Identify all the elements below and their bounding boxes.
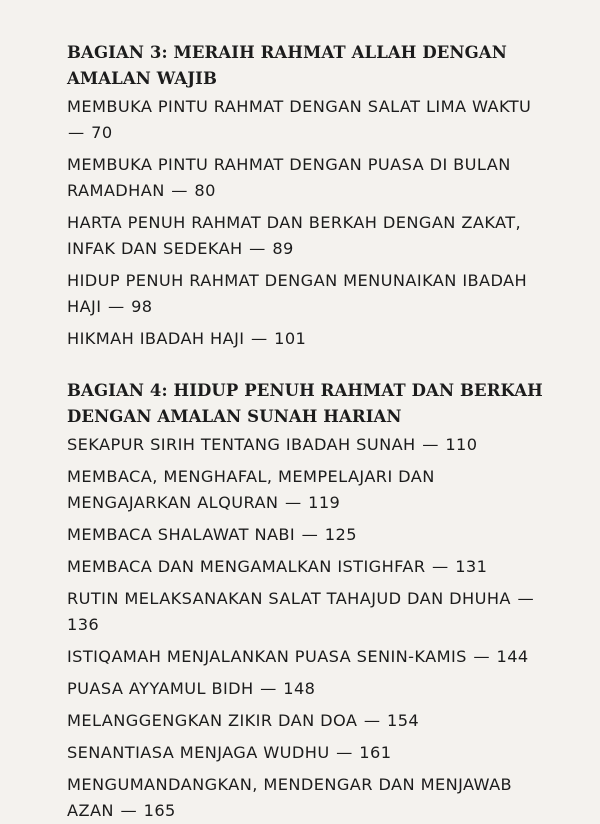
- toc-separator: —: [473, 647, 490, 666]
- toc-separator: —: [336, 743, 353, 762]
- toc-entry-title: MEMBUKA PINTU RAHMAT DENGAN PUASA DI BULAN RAMADHAN: [67, 155, 511, 200]
- toc-entry: [67, 94, 547, 146]
- toc-entry-title: MEMBACA SHALAWAT NABI: [67, 525, 296, 544]
- toc-page-number: 148: [283, 679, 316, 698]
- toc-page-number: 80: [194, 181, 216, 200]
- toc-page-number: 154: [387, 711, 420, 730]
- section-title: BAGIAN 4: HIDUP PENUH RAHMAT DAN BERKAH DENGAN AMALAN SUNAH HARIAN: [67, 381, 543, 426]
- toc-page-number: 144: [496, 647, 529, 666]
- toc-page-number: 131: [455, 557, 488, 576]
- toc-entry: [67, 772, 547, 824]
- toc-entry-title: MEMBUKA PINTU RAHMAT DENGAN SALAT LIMA WAKTU: [67, 97, 532, 116]
- toc-entry: [67, 210, 547, 262]
- toc-entry: [67, 432, 547, 458]
- toc-entry-title: SEKAPUR SIRIH TENTANG IBADAH SUNAH: [67, 435, 416, 454]
- toc-page-number: 165: [143, 801, 176, 820]
- toc-entry: [67, 708, 547, 734]
- toc-separator: —: [249, 239, 266, 258]
- toc-page-number: 98: [131, 297, 153, 316]
- toc-page-number: 101: [274, 329, 307, 348]
- toc-page-number: 70: [91, 123, 113, 142]
- toc-entry-title: MENGUMANDANGKAN, MENDENGAR DAN MENJAWAB AZAN: [67, 775, 513, 820]
- toc-entry: [67, 586, 547, 638]
- toc-entry-title: MEMBACA DAN MENGAMALKAN ISTIGHFAR: [67, 557, 426, 576]
- toc-entry-title: MEMBACA, MENGHAFAL, MEMPELAJARI DAN MENGAJARKAN ALQURAN: [67, 467, 435, 512]
- toc-entry-title: SENANTIASA MENJAGA WUDHU: [67, 743, 330, 762]
- toc-entry-title: HIKMAH IBADAH HAJI: [67, 329, 245, 348]
- toc-page-number: 89: [272, 239, 294, 258]
- toc-entry: [67, 554, 547, 580]
- toc-page-number: 161: [359, 743, 392, 762]
- toc-entry-title: HIDUP PENUH RAHMAT DENGAN MENUNAIKAN IBADAH HAJI: [67, 271, 528, 316]
- toc-entry-title: ISTIQAMAH MENJALANKAN PUASA SENIN-KAMIS: [67, 647, 467, 666]
- toc-entry: [67, 152, 547, 204]
- toc-separator: —: [107, 297, 125, 316]
- toc-page-number: 119: [308, 493, 341, 512]
- toc-entry: [67, 268, 547, 320]
- toc-entry-title: HARTA PENUH RAHMAT DAN BERKAH DENGAN ZAKAT, INFAK DAN SEDEKAH: [67, 213, 522, 258]
- toc-entry-title: RUTIN MELAKSANAKAN SALAT TAHAJUD DAN DHUHA: [67, 589, 511, 608]
- toc-separator: —: [517, 589, 535, 608]
- section-bagian-3: [67, 40, 560, 352]
- toc-page-number: 110: [445, 435, 478, 454]
- toc-separator: —: [250, 329, 268, 348]
- toc-entry: [67, 522, 547, 548]
- toc-entry-title: MELANGGENGKAN ZIKIR DAN DOA: [67, 711, 358, 730]
- toc-page-number: 136: [67, 615, 100, 634]
- toc-separator: —: [422, 435, 439, 454]
- toc-separator: —: [363, 711, 381, 730]
- section-title: BAGIAN 3: MERAIH RAHMAT ALLAH DENGAN AMALAN WAJIB: [67, 43, 507, 88]
- toc-separator: —: [68, 123, 85, 142]
- toc-separator: —: [120, 801, 138, 820]
- toc-separator: —: [301, 525, 319, 544]
- toc-entry: [67, 464, 547, 516]
- toc-entry: [67, 676, 547, 702]
- toc-separator: —: [260, 679, 277, 698]
- toc-separator: —: [432, 557, 449, 576]
- toc-list: [67, 94, 560, 352]
- toc-list: [67, 432, 560, 824]
- toc-entry: [67, 326, 547, 352]
- toc-separator: —: [285, 493, 302, 512]
- toc-page-number: 125: [324, 525, 357, 544]
- section-bagian-4: [67, 378, 560, 824]
- toc-entry-title: PUASA AYYAMUL BIDH: [67, 679, 254, 698]
- toc-entry: [67, 740, 547, 766]
- toc-entry: [67, 644, 547, 670]
- toc-separator: —: [171, 181, 188, 200]
